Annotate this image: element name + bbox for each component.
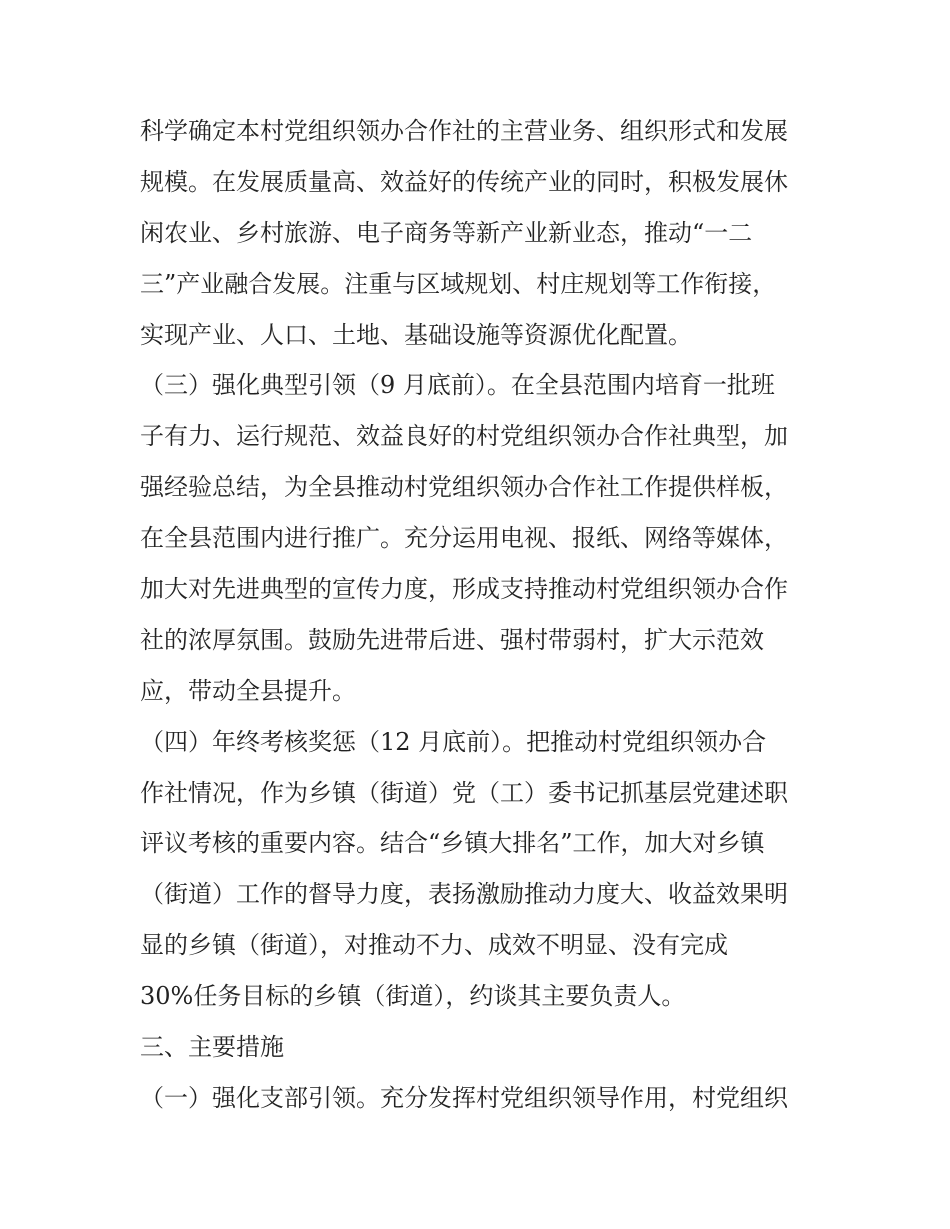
section-heading-line: （四）年终考核奖惩（12 月底前）。把推动村党组织领办合 — [140, 727, 767, 756]
text-line: 作社情况，作为乡镇（街道）党（工）委书记抓基层党建述职 — [140, 778, 788, 807]
section-heading-line: （一）强化支部引领。充分发挥村党组织领导作用，村党组织 — [140, 1083, 788, 1112]
text-line: 强经验总结，为全县推动村党组织领办合作社工作提供样板， — [140, 473, 788, 502]
text-line: （街道）工作的督导力度，表扬激励推动力度大、收益效果明 — [140, 880, 788, 909]
text-line: 闲农业、乡村旅游、电子商务等新产业新业态，推动“一二 — [140, 218, 753, 247]
text-line: 在全县范围内进行推广。充分运用电视、报纸、网络等媒体， — [140, 524, 788, 553]
text-line: 科学确定本村党组织领办合作社的主营业务、组织形式和发展 — [140, 117, 788, 145]
text-line: 子有力、运行规范、效益良好的村党组织领办合作社典型，加 — [140, 422, 788, 451]
text-line: 社的浓厚氛围。鼓励先进带后进、强村带弱村，扩大示范效 — [140, 625, 764, 654]
text-line: 三”产业融合发展。注重与区域规划、村庄规划等工作衔接， — [140, 269, 777, 298]
text-line: 规模。在发展质量高、效益好的传统产业的同时，积极发展休 — [140, 167, 788, 196]
text-line: 评议考核的重要内容。结合“乡镇大排名”工作，加大对乡镇 — [140, 829, 765, 858]
section-heading-line: （三）强化典型引领（9 月底前）。在全县范围内培育一批班 — [140, 371, 775, 400]
document-body — [140, 106, 830, 1124]
text-line: 实现产业、人口、土地、基础设施等资源优化配置。 — [140, 320, 692, 349]
text-line: 应，带动全县提升。 — [140, 676, 356, 705]
text-line: 30%任务目标的乡镇（街道），约谈其主要负责人。 — [140, 982, 686, 1011]
text-line: 显的乡镇（街道），对推动不力、成效不明显、没有完成 — [140, 931, 728, 960]
chapter-heading: 三、主要措施 — [140, 1033, 284, 1062]
text-line: 加大对先进典型的宣传力度，形成支持推动村党组织领办合作 — [140, 575, 788, 604]
